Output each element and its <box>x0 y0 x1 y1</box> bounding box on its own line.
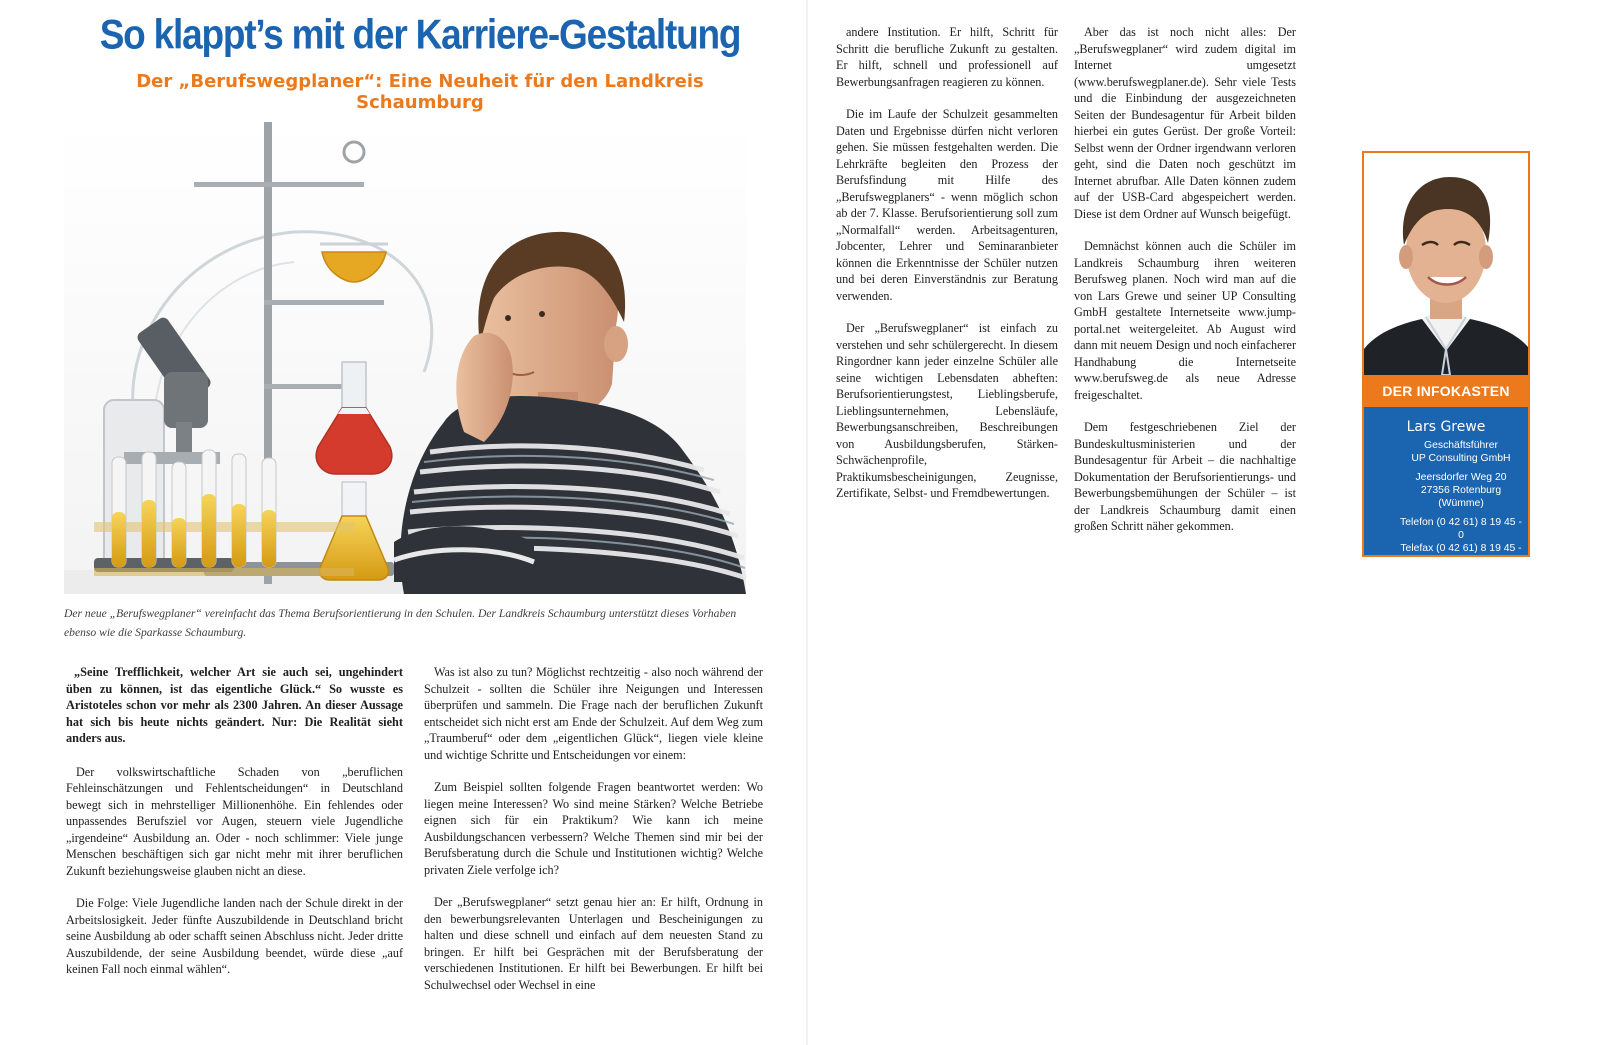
body-paragraph: Was ist also zu tun? Möglichst rechtzeitig - also noch während der Schulzeit - sollten die Schüler ihre Neigungen und Interessen überprüfen und sammeln. Die Frage nach der beruflichen Zukunft entscheidet sich nicht erst am Ende der Schulzeit. Auf dem Weg zum „Traumberuf“ oder dem „eigentlichen Glück“, liegen viele kleine und wichtige Schritte und Entscheidungen vor einem: <box>424 665 763 762</box>
body-paragraph: Die im Laufe der Schulzeit gesammelten Daten und Ergebnisse dürfen nicht verloren gehen. Sie müssen festgehalten werden. Die Lehrkräfte begleiten den Prozess der Berufsfindung mit Hilfe des „Berufswegplaners“ - wenn möglich schon ab der 7. Klasse. Berufsorientierung soll zum „Normalfall“ werden. Arbeitsagenturen, Jobcenter, Lehrer und Seminaranbieter können die Erkenntnisse der Schüler nutzen und bei deren Einverständnis zur Beratung verwenden. <box>836 107 1058 303</box>
infobox-contact <box>1364 415 1528 600</box>
infobox-title: DER INFOKASTEN <box>1364 375 1528 407</box>
body-paragraph: Aber das ist noch nicht alles: Der „Berufswegplaner“ wird zudem digital im Internet umgesetzt (www.berufswegplaner.de). Sehr viele Tests und die Einbindung der ausgezeichneten Seiten der Bundesagentur für Arbeit bilden hierbei ein gutes Gerüst. Der große Vorteil: Selbst wenn der Ordner irgendwann verloren geht, sind die Daten noch geschützt im Internet abrufbar. Alle Daten können zudem auf der USB-Card abgespeichert werden. Diese ist dem Ordner auf Wunsch beigefügt. <box>1074 25 1296 221</box>
contact-name: Lars Grewe <box>1406 419 1486 435</box>
contact-city: 27356 Rotenburg (Wümme) <box>1420 485 1502 509</box>
body-paragraph: andere Institution. Er hilft, Schritt für Schritt die berufliche Zukunft zu gestalten. Er hilft, schnell und professionell auf Bewerbungsanfragen reagieren zu können. <box>836 25 1058 89</box>
contact-fax: Telefax (0 42 61) 8 19 45 - 99 <box>1400 543 1522 567</box>
contact-company: UP Consulting GmbH <box>1411 453 1511 464</box>
body-paragraph: Der volkswirtschaftliche Schaden von „beruflichen Fehleinschätzungen und Fehlentscheidungen“ in Deutschland bewegt sich in mehrstelliger Millionenhöhe. Ein fehlendes oder unpassendes Berufsziel vor Augen, steuern viele Jugendliche „irgendeine“ Ausbildung an. Oder - noch schlimmer: Viele junge Menschen beschäftigen sich gar nicht mehr mit ihrer beruflichen Zukunft beziehungsweise glauben nicht an diese. <box>66 764 403 878</box>
article-column-1 <box>66 664 403 994</box>
contact-role: Geschäftsführer <box>1424 440 1498 451</box>
body-paragraph: Dem festgeschriebenen Ziel der Bundeskultusministerien und der Bundesagentur für Arbeit – die nachhaltige Dokumentation der Berufsorientierungs- und Bewerbungsbemühungen der Schüler – ist der Landkreis Schaumburg damit einen großen Schritt näher gekommen. <box>1074 420 1296 533</box>
contact-website: www.berufsweg.de <box>1417 588 1505 599</box>
lab-boy-photo <box>64 122 746 594</box>
lars-grewe-portrait <box>1364 153 1528 375</box>
contact-email: info@up-consulting.de <box>1409 575 1513 586</box>
article-column-2 <box>424 664 763 1009</box>
body-paragraph: Demnächst können auch die Schüler im Landkreis Schaumburg ihren weiteren Berufsweg planen. Noch wird man auf die von Lars Grewe und seiner UP Consulting GmbH gestaltete Internetseite www.jump-portal.net weitergeleitet. Ab August wird dann mit neuem Design und noch einfacherer Handhabung die Internetseite www.berufsweg.de als neue Adresse freigeschaltet. <box>1074 239 1297 402</box>
body-paragraph: Der „Berufswegplaner“ ist einfach zu verstehen und sehr schülergerecht. In diesem Ringordner kann jeder einzelne Schüler alle seine wichtigen Lebensdaten abheften: Berufsorientierungstest, Lieblingsberufe, Lieblingsunternehmen, Lebensläufe, Bewerbungsanschreiben, Beschreibungen von Ausbildungsberufen, Stärken-Schwächenprofile, Praktikumsbescheinigungen, Zeugnisse, Zertifikate, Selbst- und Fremdbewertungen. <box>836 321 1058 500</box>
subheadline: Der „Berufswegplaner“: Eine Neuheit für den Landkreis Schaumburg <box>136 71 704 113</box>
headline: So klappt’s mit der Karriere-Gestaltung <box>99 11 741 58</box>
infobox <box>1362 151 1530 599</box>
photo-caption: Der neue „Berufswegplaner“ vereinfacht das Thema Berufsorientierung in den Schulen. Der Landkreis Schaumburg unterstützt dieses Vorhaben ebenso wie die Sparkasse Schaumburg. <box>64 607 737 639</box>
body-paragraph: Zum Beispiel sollten folgende Fragen beantwortet werden: Wo liegen meine Interessen? Wo sind meine Stärken? Welche Betriebe eignen sich für ein Praktikum? Wie kann ich meine Ausbildungschancen verbessern? Welche Themen sind mir bei der Berufsberatung durch die Schule und Institutionen wichtig? Welche privaten Ziele verfolge ich? <box>424 780 763 877</box>
body-paragraph: Der „Berufswegplaner“ setzt genau hier an: Er hilft, Ordnung in den bewerbungsrelevanten Unterlagen und Bescheinigungen zu halten und diese schnell und einfach auf dem neuesten Stand zu bringen. Er hilft bei Gesprächen mit der Berufsberatung der verschiedenen Institutionen. Er hilft bei Bewerbungen. Er hilft bei Schulwechsel oder Wechsel in eine <box>424 895 763 992</box>
contact-street: Jeersdorfer Weg 20 <box>1415 472 1507 483</box>
body-paragraph: Die Folge: Viele Jugendliche landen nach der Schule direkt in der Arbeitslosigkeit. Jeder fünfte Auszubildende in Deutschland bricht seine Ausbildung ab oder schafft seinen Abschluss nicht. Jeder dritte Auszubildende, der seine Ausbildung beendet, würde diese „auf keinen Fall noch einmal wählen“. <box>66 896 403 976</box>
lead-paragraph: „Seine Trefflichkeit, welcher Art sie auch sei, ungehindert üben zu können, ist das eigentliche Glück.“ So wusste es Aristoteles schon vor mehr als 2300 Jahren. An dieser Aussage hat sich bis heute nichts geändert. Nur: Die Realität sieht anders aus. <box>66 665 403 745</box>
article-column-4 <box>1074 24 1296 551</box>
article-column-3 <box>836 24 1058 518</box>
contact-phone: Telefon (0 42 61) 8 19 45 - 0 <box>1400 517 1522 541</box>
